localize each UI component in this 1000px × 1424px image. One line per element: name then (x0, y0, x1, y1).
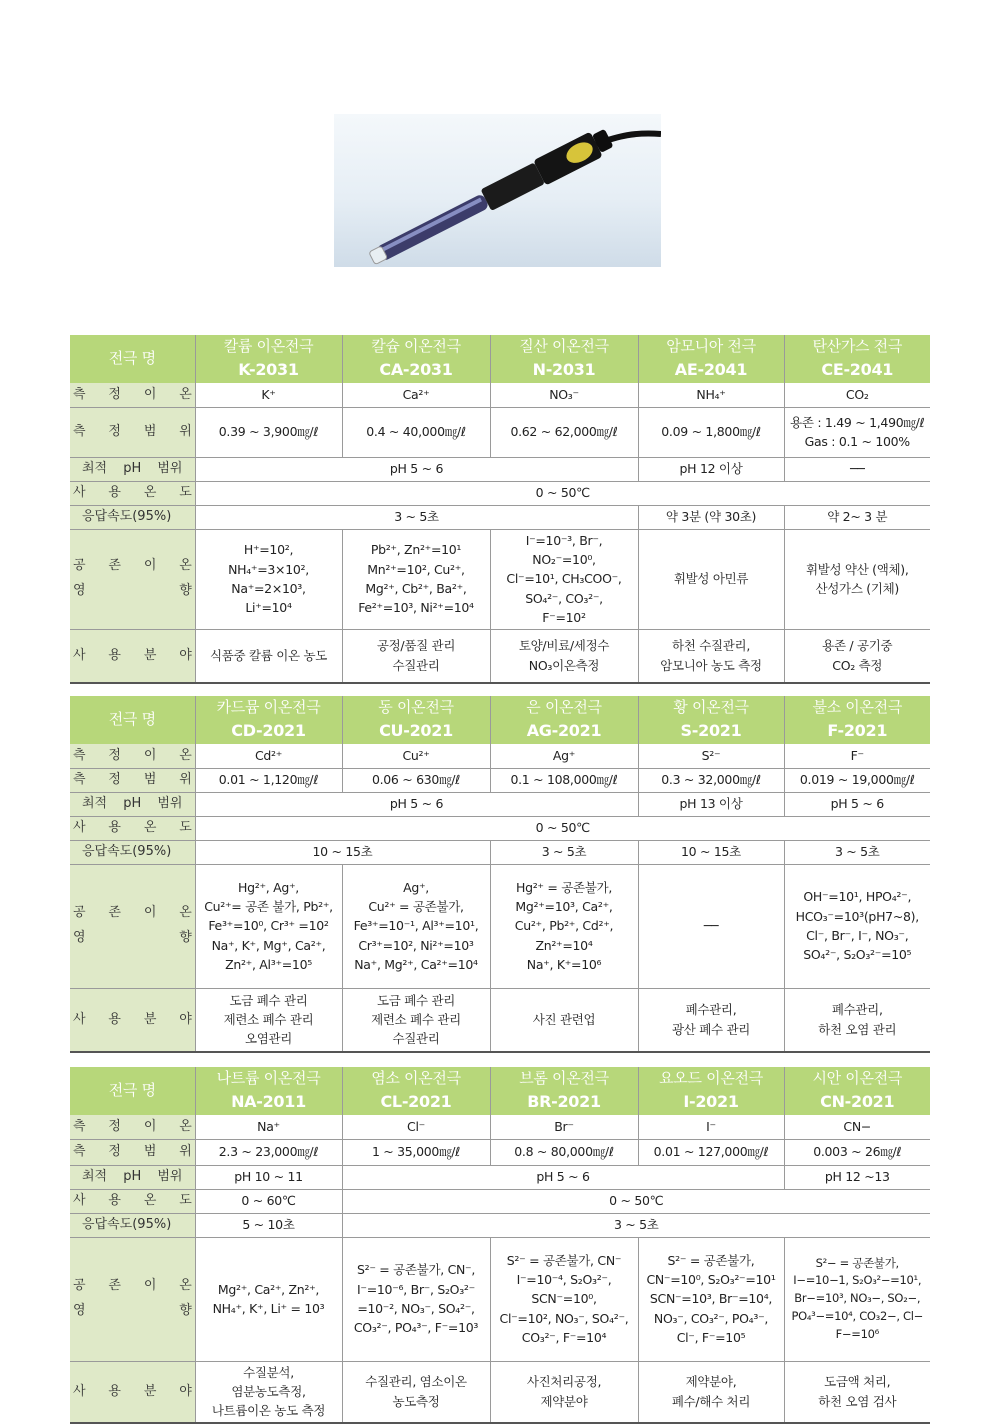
interference-cell (342, 1237, 490, 1361)
interference-line: Fe²⁺=10³, Ni²⁺=10⁴ (358, 600, 474, 616)
interference-line: Hg²⁺, Ag⁺, (238, 879, 299, 895)
electrode-header (490, 1067, 638, 1115)
temp-cell: 0 ~ 60℃ (195, 1189, 342, 1213)
spec-table-1 (70, 335, 930, 684)
electrode-name: 동 이온전극 (378, 698, 454, 716)
interference-line: Na⁺, K⁺, Mg⁺, Ca²⁺, (211, 937, 326, 953)
row-label-range: 측 정 범 위 (70, 407, 195, 457)
interference-cell (490, 1237, 638, 1361)
application-line: 수질분석, (243, 1364, 294, 1380)
application-line: 도금 폐수 관리 (229, 992, 308, 1008)
application-line: 하천 수질관리, (672, 638, 750, 654)
electrode-name: 황 이온전극 (673, 698, 749, 716)
range-cell: 0.39 ~ 3,900㎎/ℓ (195, 407, 342, 457)
row-label-line: 영 향 (73, 583, 192, 599)
application-cell (195, 1361, 342, 1423)
application-cell (342, 1361, 490, 1423)
interference-line: H⁺=10², (243, 542, 294, 558)
interference-line: CO₃²⁻, F⁻=10⁴ (521, 1330, 607, 1346)
interference-line: S²⁻ = 공존불가, CN⁻ (506, 1252, 622, 1268)
electrode-name: 요오드 이온전극 (659, 1069, 763, 1087)
speed-cell: 약 3분 (약 30초) (638, 505, 784, 529)
interference-line: F⁻=10² (542, 610, 586, 626)
row-label-ph: 최적 pH 범위 (70, 457, 195, 481)
application-cell (638, 988, 784, 1052)
interference-cell (638, 1237, 784, 1361)
range-cell: 0.01 ~ 1,120㎎/ℓ (195, 768, 342, 792)
ion-cell: CN− (784, 1115, 930, 1139)
application-cell (784, 1361, 930, 1423)
electrode-header (784, 696, 930, 744)
application-cell (490, 629, 638, 683)
row-label-line: 공 존 이 온 (73, 1278, 192, 1294)
interference-cell (490, 529, 638, 629)
ion-cell: Na⁺ (195, 1115, 342, 1139)
interference-line: Li⁺=10⁴ (245, 600, 292, 616)
application-cell (342, 988, 490, 1052)
speed-cell: 3 ~ 5초 (195, 505, 638, 529)
interference-line: Cl⁻, F⁻=10⁵ (676, 1330, 746, 1346)
interference-line: 휘발성 약산 (액체), (805, 561, 909, 577)
interference-line: Cl⁻=10², NO₃⁻, SO₄²⁻, (499, 1310, 629, 1326)
interference-line: CO₃²⁻, PO₄³⁻, F⁻=10³ (353, 1320, 479, 1336)
ion-cell: Br⁻ (490, 1115, 638, 1139)
interference-line: S²− = 공존불가, (815, 1255, 899, 1270)
speed-cell: 3 ~ 5초 (784, 840, 930, 864)
ion-cell: Cu²⁺ (342, 744, 490, 768)
electrode-name: 시안 이온전극 (812, 1069, 903, 1087)
electrode-model: CD-2021 (231, 721, 306, 741)
interference-cell (195, 1237, 342, 1361)
interference-cell (638, 864, 784, 988)
electrode-name: 칼륨 이온전극 (223, 337, 314, 355)
ion-cell: NO₃⁻ (490, 383, 638, 407)
row-label-interference (70, 1237, 195, 1361)
application-line: 염분농도측정, (231, 1384, 306, 1400)
speed-cell: 10 ~ 15초 (195, 840, 490, 864)
application-line: 사진 관련업 (532, 1012, 596, 1028)
range-line: Gas : 0.1 ~ 100% (804, 434, 910, 450)
interference-line: Fe³⁺=10⁻¹, Al³⁺=10¹, (353, 918, 479, 934)
interference-line: Cu²⁺ = 공존불가, (368, 898, 464, 914)
ion-cell: Cd²⁺ (195, 744, 342, 768)
application-line: 하천 오염 검사 (818, 1393, 897, 1409)
application-cell (638, 1361, 784, 1423)
interference-line: Fe³⁺=10⁰, Cr³⁺ =10² (208, 918, 329, 934)
application-line: 제련소 폐수 관리 (223, 1012, 314, 1028)
ph-cell: pH 12 이상 (638, 457, 784, 481)
electrode-model: CN-2021 (820, 1092, 895, 1112)
row-label-range: 측 정 범 위 (70, 1139, 195, 1165)
row-label-ph: 최적 pH 범위 (70, 1165, 195, 1189)
interference-line: 산성가스 (기체) (815, 581, 899, 597)
electrode-model: S-2021 (680, 721, 742, 741)
range-cell: 0.62 ~ 62,000㎎/ℓ (490, 407, 638, 457)
application-cell (342, 629, 490, 683)
interference-line: NO₃⁻, CO₃²⁻, PO₄³⁻, (653, 1310, 769, 1326)
range-cell (784, 407, 930, 457)
application-line: 용존 / 공기중 (822, 638, 893, 654)
interference-line: Zn²⁺=10⁴ (535, 937, 593, 953)
application-cell (490, 988, 638, 1052)
interference-cell (638, 529, 784, 629)
electrode-name: 칼슘 이온전극 (371, 337, 461, 355)
row-label-temp: 사 용 온 도 (70, 1189, 195, 1213)
row-label-application: 사 용 분 야 (70, 1361, 195, 1423)
application-line: 농도측정 (392, 1393, 440, 1409)
interference-cell (784, 529, 930, 629)
application-cell (195, 629, 342, 683)
interference-line: Na⁺, Mg²⁺, Ca²⁺=10⁴ (354, 957, 478, 973)
row-label-speed: 응답속도(95%) (70, 505, 195, 529)
range-line: 용존 : 1.49 ~ 1,490㎎/ℓ (790, 414, 925, 430)
electrode-name: 암모니아 전극 (666, 337, 756, 355)
electrode-model: CU-2021 (379, 721, 453, 741)
application-line: 수질관리 (392, 1031, 440, 1047)
electrode-model: AE-2041 (674, 360, 748, 380)
interference-line: I⁻=10⁻⁶, Br⁻, S₂O₃²⁻ (357, 1281, 475, 1297)
row-label-application: 사 용 분 야 (70, 988, 195, 1052)
electrode-header (638, 335, 784, 383)
application-line: 수질관리, 염소이온 (365, 1374, 467, 1390)
interference-line: Mg²⁺=10³, Ca²⁺, (515, 898, 613, 914)
application-line: NO₃이온측정 (528, 657, 600, 673)
row-label-line: 공 존 이 온 (73, 905, 192, 921)
interference-cell (342, 864, 490, 988)
ion-cell: Ag⁺ (490, 744, 638, 768)
row-label-temp: 사 용 온 도 (70, 816, 195, 840)
interference-line: CN⁻=10⁰, S₂O₃²⁻=10¹ (646, 1271, 776, 1287)
electrode-model: AG-2021 (526, 721, 602, 741)
interference-line: SO₄²⁻, S₂O₃²⁻=10⁵ (803, 947, 912, 963)
interference-line: I−=10−1, S₂O₃²−=10¹, (793, 1273, 922, 1288)
row-label-line: 공 존 이 온 (73, 558, 192, 574)
interference-line: Zn²⁺, Al³⁺=10⁵ (225, 957, 312, 973)
electrode-photo (334, 114, 661, 267)
electrode-name: 은 이온전극 (526, 698, 602, 716)
range-cell: 0.1 ~ 108,000㎎/ℓ (490, 768, 638, 792)
application-line: 제약분야 (540, 1393, 588, 1409)
electrode-name: 불소 이온전극 (812, 698, 903, 716)
row-label-ion: 측 정 이 온 (70, 744, 195, 768)
row-label-line: 영 향 (73, 1303, 192, 1319)
speed-cell: 3 ~ 5초 (342, 1213, 930, 1237)
electrode-header (342, 696, 490, 744)
electrode-model: CA-2031 (379, 360, 453, 380)
interference-line: Pb²⁺, Zn²⁺=10¹ (370, 542, 462, 558)
electrode-header (490, 696, 638, 744)
range-cell: 1 ~ 35,000㎎/ℓ (342, 1139, 490, 1165)
application-line: CO₂ 측정 (832, 657, 883, 673)
application-cell (784, 629, 930, 683)
spec-table-2 (70, 696, 930, 1053)
ph-cell: ── (784, 457, 930, 481)
interference-line: SO₄²⁻, CO₃²⁻, (525, 590, 603, 606)
interference-line: ── (703, 918, 719, 934)
application-cell (195, 988, 342, 1052)
interference-line: Cu²⁺= 공존 불가, Pb²⁺, (204, 898, 333, 914)
interference-line: Cl⁻=10¹, CH₃COO⁻, (506, 571, 622, 587)
range-cell: 0.01 ~ 127,000㎎/ℓ (638, 1139, 784, 1165)
row-label-speed: 응답속도(95%) (70, 1213, 195, 1237)
interference-line: Na⁺=2×10³, (231, 581, 306, 597)
row-label-range: 측 정 범 위 (70, 768, 195, 792)
electrode-header (784, 1067, 930, 1115)
interference-line: Hg²⁺ = 공존불가, (515, 879, 613, 895)
electrode-header (638, 1067, 784, 1115)
row-label-speed: 응답속도(95%) (70, 840, 195, 864)
interference-line: OH⁻=10¹, HPO₄²⁻, (803, 889, 912, 905)
row-label-temp: 사 용 온 도 (70, 481, 195, 505)
electrode-model: CE-2041 (821, 360, 894, 380)
application-line: 식품중 칼륨 이온 농도 (210, 648, 327, 664)
spec-table-3 (70, 1067, 930, 1424)
interference-line: S²⁻ = 공존불가, CN⁻, (356, 1262, 476, 1278)
row-label-interference (70, 529, 195, 629)
row-label-application: 사 용 분 야 (70, 629, 195, 683)
electrode-model: NA-2011 (231, 1092, 306, 1112)
interference-line: NH₄⁺=3×10², (228, 561, 309, 577)
range-cell: 0.8 ~ 80,000㎎/ℓ (490, 1139, 638, 1165)
interference-cell (490, 864, 638, 988)
speed-cell: 3 ~ 5초 (490, 840, 638, 864)
range-cell: 0.019 ~ 19,000㎎/ℓ (784, 768, 930, 792)
application-line: 도금 폐수 관리 (377, 992, 455, 1008)
interference-cell (195, 529, 342, 629)
application-line: 도금액 처리, (824, 1374, 891, 1390)
ph-cell: pH 5 ~ 6 (342, 1165, 784, 1189)
interference-line: Cu²⁺, Pb²⁺, Cd²⁺, (514, 918, 614, 934)
speed-cell: 약 2~ 3 분 (784, 505, 930, 529)
ph-cell: pH 10 ~ 11 (195, 1165, 342, 1189)
speed-cell: 10 ~ 15초 (638, 840, 784, 864)
interference-line: Br−=10³, NO₃−, SO₂−, (794, 1291, 921, 1306)
range-cell: 2.3 ~ 23,000㎎/ℓ (195, 1139, 342, 1165)
ion-cell: NH₄⁺ (638, 383, 784, 407)
temp-cell: 0 ~ 50℃ (342, 1189, 930, 1213)
interference-cell (784, 1237, 930, 1361)
application-line: 광산 폐수 관리 (672, 1021, 750, 1037)
application-line: 폐수관리, (685, 1002, 737, 1018)
application-line: 제약분야, (685, 1374, 737, 1390)
row-label-interference (70, 864, 195, 988)
ph-cell: pH 13 이상 (638, 792, 784, 816)
interference-line: Mn²⁺=10², Cu²⁺, (367, 561, 465, 577)
application-line: 수질관리 (392, 657, 440, 673)
interference-line: 휘발성 아민류 (673, 571, 749, 587)
electrode-header (195, 335, 342, 383)
application-cell (638, 629, 784, 683)
electrode-name: 질산 이온전극 (519, 337, 609, 355)
application-line: 폐수/해수 처리 (671, 1393, 751, 1409)
electrode-name: 염소 이온전극 (371, 1069, 461, 1087)
interference-line: S²⁻ = 공존불가, (667, 1252, 755, 1268)
application-line: 제련소 폐수 관리 (371, 1012, 461, 1028)
electrode-header (784, 335, 930, 383)
electrode-model: BR-2021 (527, 1092, 601, 1112)
temp-cell: 0 ~ 50℃ (195, 481, 930, 505)
electrode-model: I-2021 (683, 1092, 739, 1112)
row-label-ion: 측 정 이 온 (70, 1115, 195, 1139)
application-line: 사진처리공정, (526, 1374, 602, 1390)
interference-line: Ag⁺, (403, 879, 429, 895)
ion-cell: Cl⁻ (342, 1115, 490, 1139)
electrode-name: 탄산가스 전극 (812, 337, 903, 355)
electrode-model: N-2031 (532, 360, 596, 380)
row-label-ph: 최적 pH 범위 (70, 792, 195, 816)
temp-cell: 0 ~ 50℃ (195, 816, 930, 840)
electrode-header (490, 335, 638, 383)
application-cell (490, 1361, 638, 1423)
interference-line: Na⁺, K⁺=10⁶ (526, 957, 602, 973)
electrode-model: F-2021 (827, 721, 888, 741)
ion-cell: Ca²⁺ (342, 383, 490, 407)
ion-cell: K⁺ (195, 383, 342, 407)
application-line: 나트륨이온 농도 측정 (211, 1403, 326, 1419)
interference-cell (342, 529, 490, 629)
electrode-header (342, 335, 490, 383)
ion-cell: CO₂ (784, 383, 930, 407)
electrode-illustration (334, 114, 661, 267)
range-cell: 0.06 ~ 630㎎/ℓ (342, 768, 490, 792)
application-line: 하천 오염 관리 (818, 1021, 897, 1037)
ph-cell: pH 12 ~13 (784, 1165, 930, 1189)
application-line: 토양/비료/세정수 (518, 638, 610, 654)
interference-line: Cr³⁺=10², Ni²⁺=10³ (358, 937, 474, 953)
application-line: 암모니아 농도 측정 (660, 657, 762, 673)
application-cell (784, 988, 930, 1052)
electrode-header (342, 1067, 490, 1115)
electrode-header (195, 696, 342, 744)
electrode-name: 나트륨 이온전극 (216, 1069, 321, 1087)
electrode-header (195, 1067, 342, 1115)
electrode-model: CL-2021 (380, 1092, 452, 1112)
interference-line: Cl⁻, Br⁻, I⁻, NO₃⁻, (806, 928, 909, 944)
interference-line: I⁻=10⁻³, Br⁻, NO₂⁻=10⁰, (525, 532, 603, 567)
application-line: 오염관리 (244, 1031, 293, 1047)
interference-line: NH₄⁺, K⁺, Li⁺ = 10³ (212, 1301, 325, 1317)
interference-line: =10⁻², NO₃⁻, SO₄²⁻, (357, 1301, 475, 1317)
range-cell: 0.003 ~ 26㎎/ℓ (784, 1139, 930, 1165)
interference-line: HCO₃⁻=10³(pH7~8), (795, 908, 919, 924)
speed-cell: 5 ~ 10초 (195, 1213, 342, 1237)
application-line: 공정/품질 관리 (376, 638, 456, 654)
ion-cell: S²⁻ (638, 744, 784, 768)
interference-line: F−=10⁶ (835, 1326, 879, 1341)
electrode-name: 카드뮴 이온전극 (216, 698, 321, 716)
header-label: 전극 명 (70, 1067, 195, 1115)
header-label: 전극 명 (70, 696, 195, 744)
electrode-header (638, 696, 784, 744)
range-cell: 0.4 ~ 40,000㎎/ℓ (342, 407, 490, 457)
application-line: 폐수관리, (831, 1002, 883, 1018)
interference-line: Mg²⁺, Ca²⁺, Zn²⁺, (217, 1281, 320, 1297)
interference-line: I⁻=10⁻⁴, S₂O₃²⁻, SCN⁻=10⁰, (516, 1271, 612, 1307)
electrode-name: 브롬 이온전극 (519, 1069, 609, 1087)
row-label-line: 영 향 (73, 930, 192, 946)
interference-line: PO₄³−=10⁴, CO₃2−, Cl− (791, 1308, 924, 1323)
interference-cell (784, 864, 930, 988)
electrode-model: K-2031 (238, 360, 299, 380)
interference-line: Mg²⁺, Cb²⁺, Ba²⁺, (365, 581, 467, 597)
interference-line: SCN⁻=10³, Br⁻=10⁴, (649, 1291, 773, 1307)
range-cell: 0.3 ~ 32,000㎎/ℓ (638, 768, 784, 792)
row-label-ion: 측 정 이 온 (70, 383, 195, 407)
ph-cell: pH 5 ~ 6 (195, 457, 638, 481)
header-label: 전극 명 (70, 335, 195, 383)
ph-cell: pH 5 ~ 6 (195, 792, 638, 816)
ion-cell: I⁻ (638, 1115, 784, 1139)
interference-cell (195, 864, 342, 988)
ion-cell: F⁻ (784, 744, 930, 768)
ph-cell: pH 5 ~ 6 (784, 792, 930, 816)
range-cell: 0.09 ~ 1,800㎎/ℓ (638, 407, 784, 457)
